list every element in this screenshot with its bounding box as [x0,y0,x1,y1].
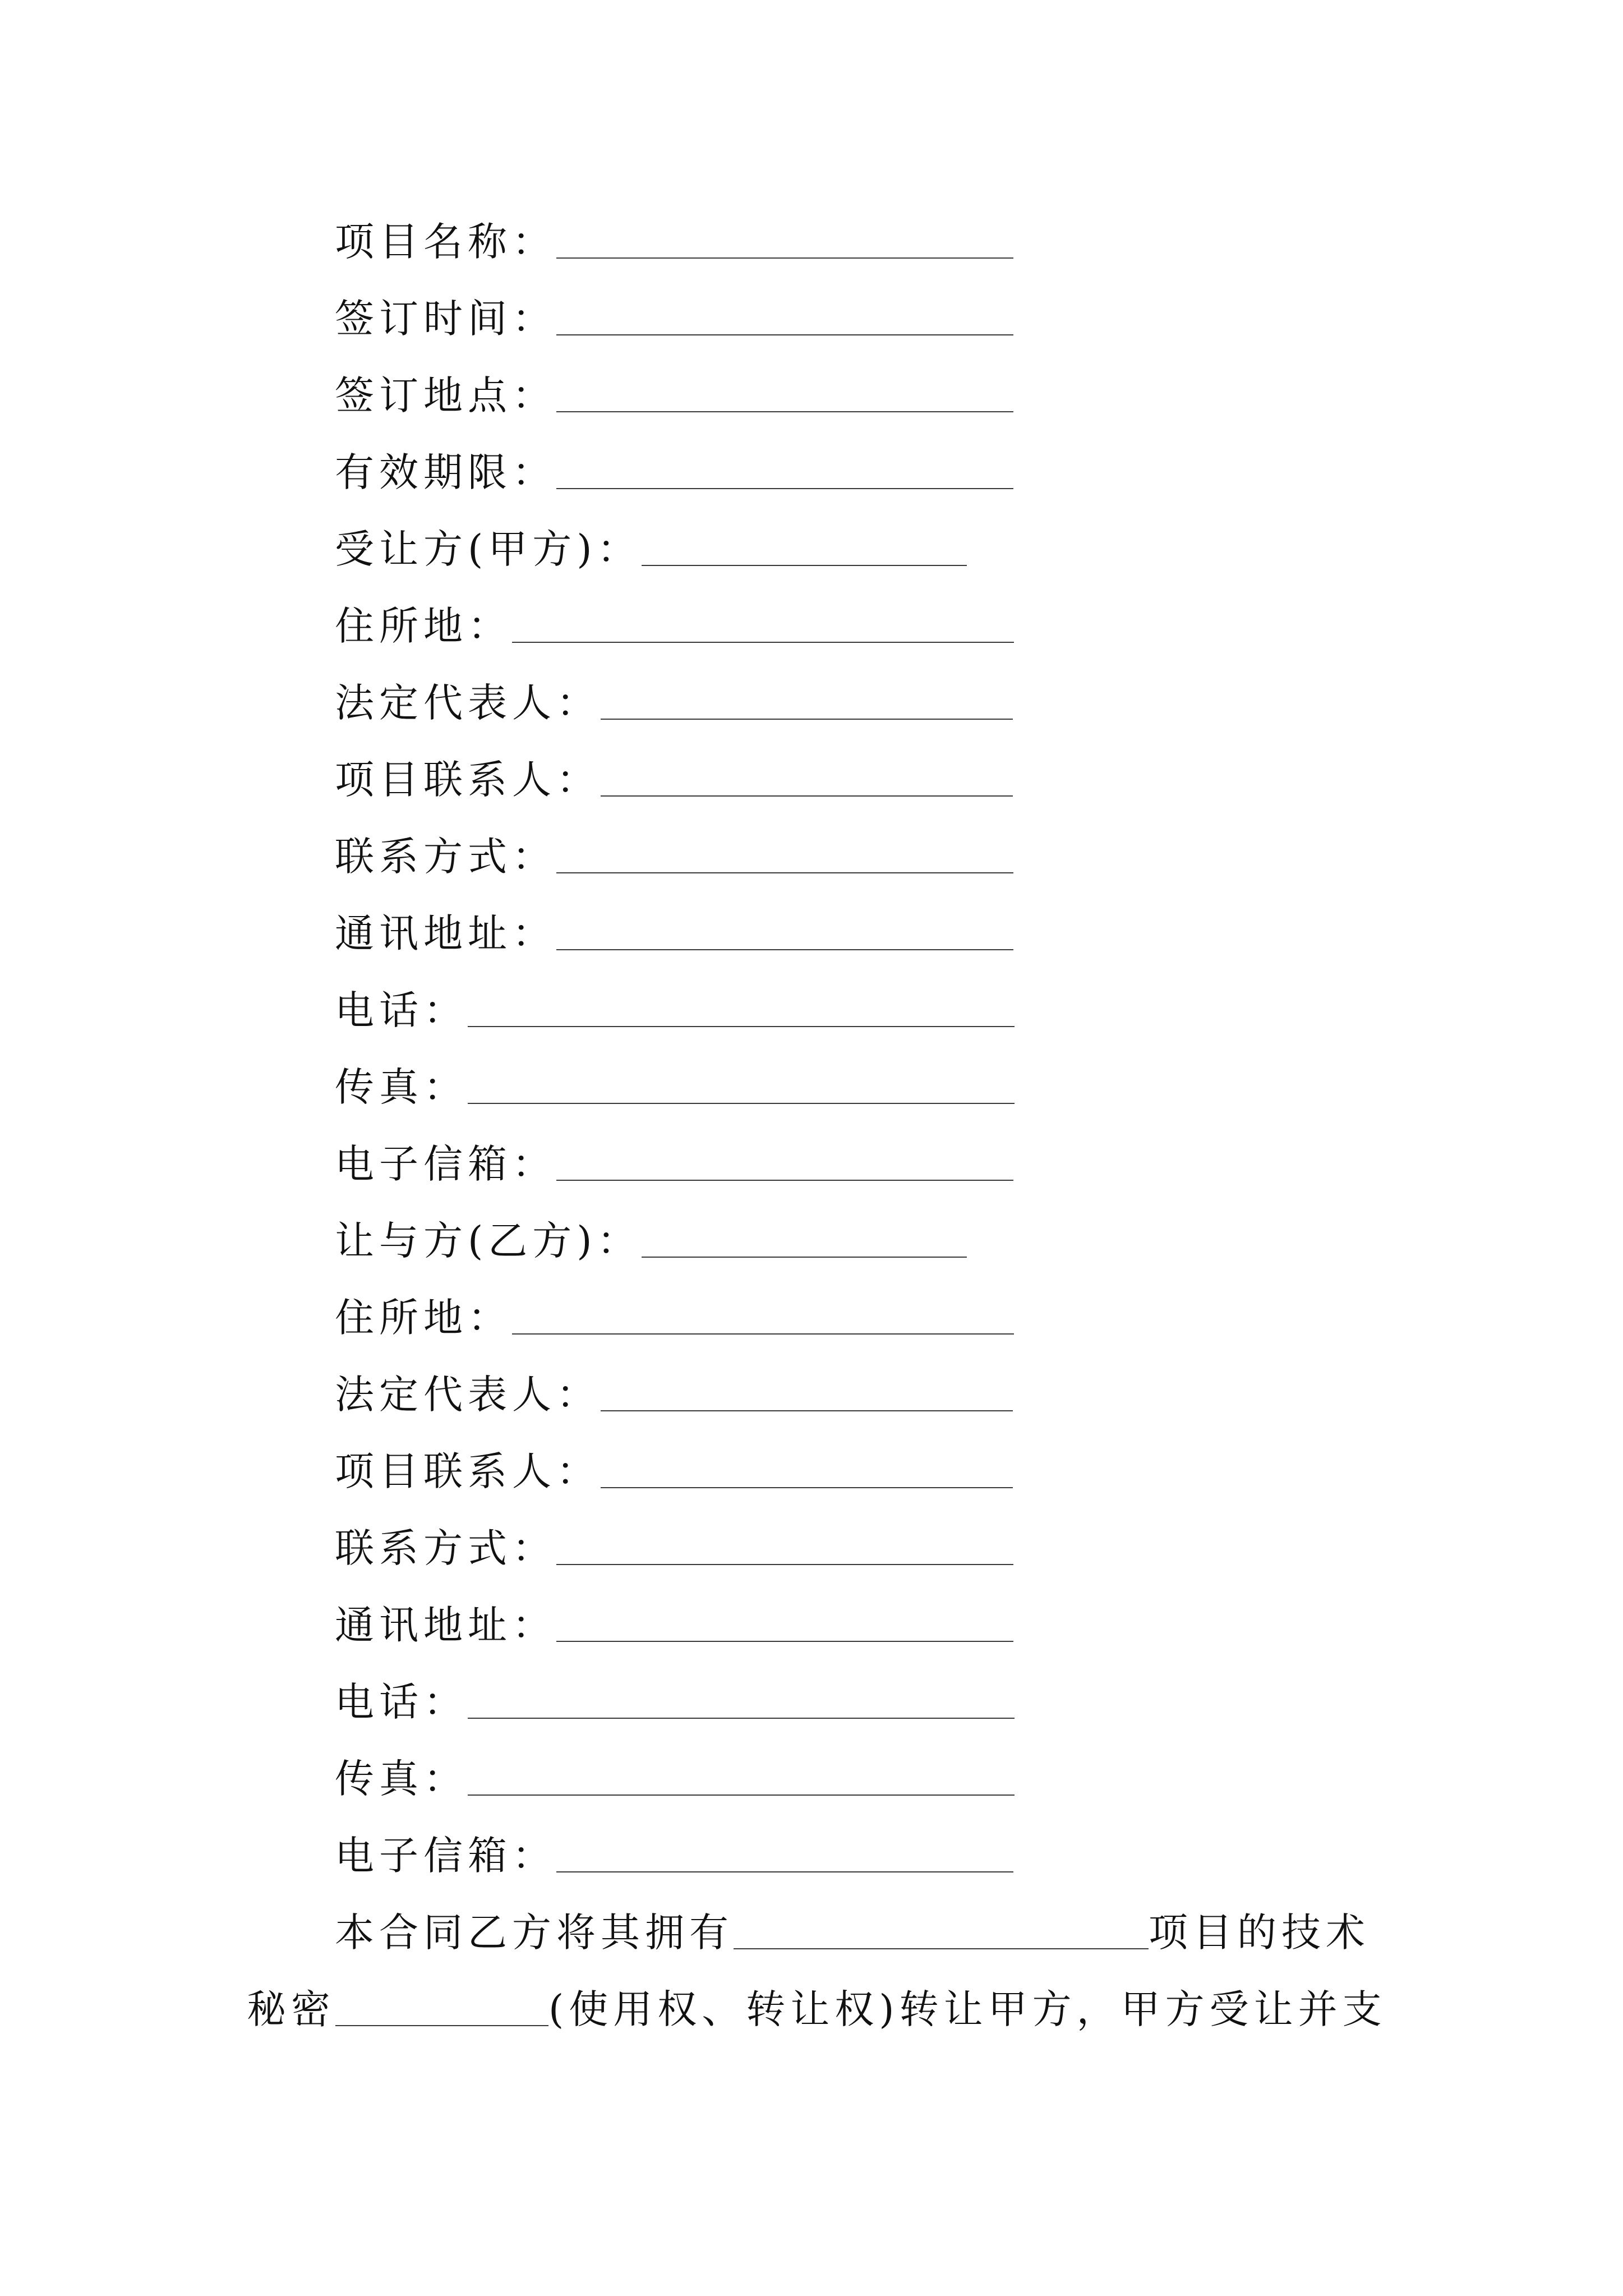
fill-in-blank[interactable] [468,1794,1015,1796]
field-label: 法定代表人： [335,680,601,726]
field-label: 签订时间： [335,296,556,342]
body-paragraph-line-1 [335,1906,1370,1959]
field-a-domicile [335,599,1014,653]
fill-in-blank[interactable] [556,334,1013,335]
field-label: 传真： [335,1756,468,1802]
field-label: 法定代表人： [335,1372,601,1418]
fill-in-blank[interactable] [468,1025,1015,1027]
field-label: 传真： [335,1064,468,1110]
fill-in-blank[interactable] [468,1717,1015,1719]
field-a-legal-representative [335,676,1013,730]
fill-in-blank[interactable] [556,949,1013,950]
field-b-phone [335,1675,1015,1729]
field-label: 受让方(甲方)： [335,526,642,572]
field-b-email [335,1829,1013,1883]
fill-in-blank[interactable] [556,257,1013,259]
body-text: 项目的技术 [1149,1910,1370,1955]
field-a-contact-method [335,830,1013,884]
field-label: 通讯地址： [335,1602,556,1648]
body-text: 秘密 [247,1986,335,2032]
fill-in-blank[interactable] [556,1179,1013,1181]
body-text: (使用权、转让权)转让甲方，甲方受让并支 [548,1986,1387,2032]
field-a-project-contact [335,753,1013,807]
fill-in-blank[interactable] [601,718,1013,720]
field-project-name [335,215,1013,269]
fill-in-blank[interactable] [556,1563,1013,1565]
fill-in-blank[interactable] [556,487,1013,489]
field-label: 项目名称： [335,219,556,265]
field-a-mailing-address [335,907,1013,960]
fill-in-blank[interactable] [556,1871,1013,1872]
body-paragraph-line-2 [247,1982,1387,2036]
field-b-contact-method [335,1521,1013,1575]
fill-in-blank[interactable] [642,1256,967,1258]
fill-in-blank[interactable] [734,1948,1149,1949]
fill-in-blank[interactable] [556,411,1013,412]
field-label: 通讯地址： [335,910,556,956]
body-text: 本合同乙方将其拥有 [335,1910,734,1955]
field-signing-time [335,292,1013,346]
field-b-mailing-address [335,1598,1013,1652]
field-label: 项目联系人： [335,1448,601,1494]
field-label: 项目联系人： [335,757,601,803]
field-label: 让与方(乙方)： [335,1218,642,1264]
fill-in-blank[interactable] [556,1640,1013,1642]
field-label: 住所地： [335,603,512,649]
fill-in-blank[interactable] [512,641,1014,643]
field-b-project-contact [335,1444,1013,1498]
field-label: 联系方式： [335,834,556,880]
field-party-b [335,1214,967,1268]
field-validity-period [335,445,1013,499]
field-label: 电话： [335,1679,468,1725]
fill-in-blank[interactable] [601,1487,1013,1488]
fill-in-blank[interactable] [512,1333,1014,1335]
fill-in-blank[interactable] [468,1102,1015,1104]
field-a-fax [335,1060,1015,1114]
field-b-legal-representative [335,1368,1013,1421]
field-party-a [335,522,967,576]
fill-in-blank[interactable] [556,872,1013,873]
field-label: 住所地： [335,1295,512,1341]
field-b-fax [335,1752,1015,1806]
field-label: 签订地点： [335,372,556,418]
fill-in-blank[interactable] [601,795,1013,797]
fill-in-blank[interactable] [335,2024,548,2026]
field-label: 电话： [335,987,468,1033]
field-label: 电子信箱： [335,1141,556,1187]
field-a-email [335,1137,1013,1191]
fill-in-blank[interactable] [642,564,967,566]
field-label: 联系方式： [335,1525,556,1571]
fill-in-blank[interactable] [601,1410,1013,1411]
field-a-phone [335,983,1015,1037]
field-b-domicile [335,1291,1014,1345]
field-label: 电子信箱： [335,1833,556,1879]
field-signing-place [335,369,1013,422]
field-label: 有效期限： [335,449,556,495]
